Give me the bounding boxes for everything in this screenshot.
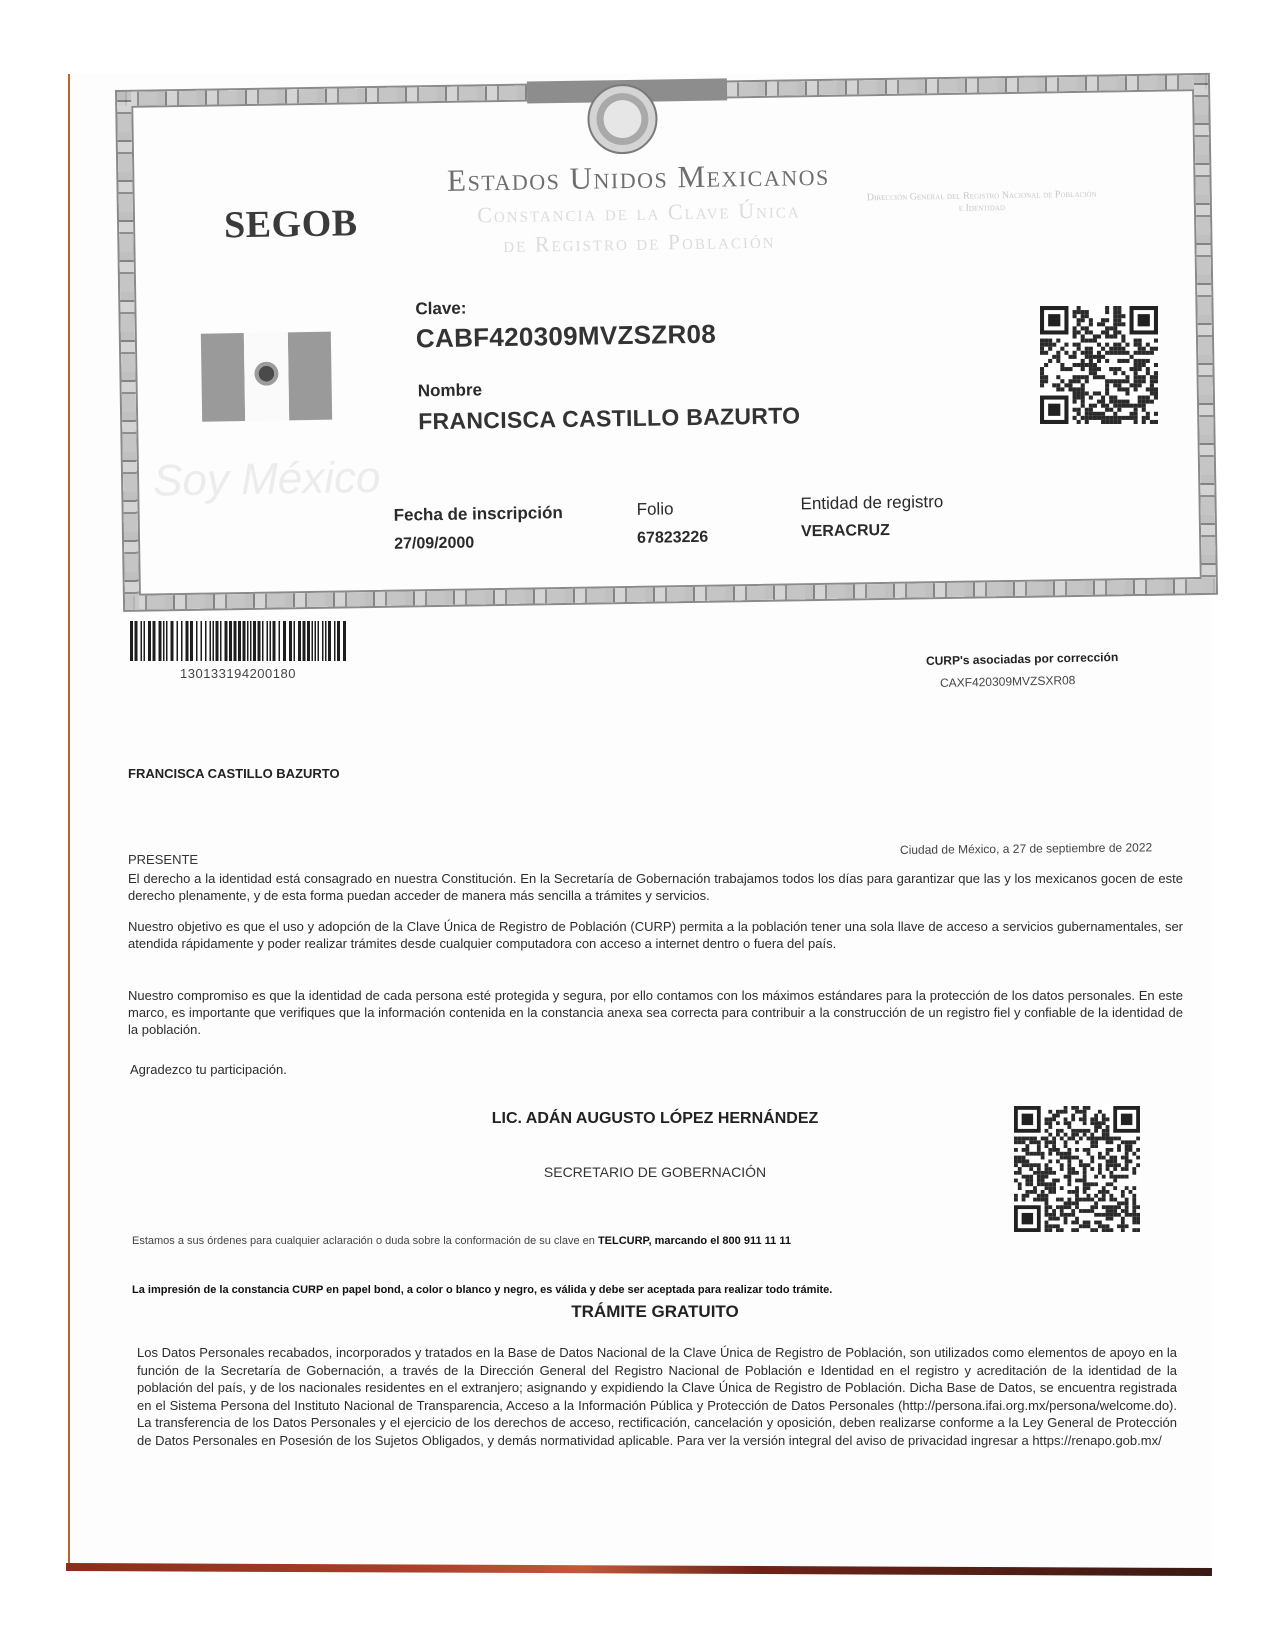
fecha-inscripcion-value: 27/09/2000: [394, 534, 475, 553]
signer-title: SECRETARIO DE GOBERNACIÓN: [543, 1164, 767, 1180]
corrected-curp-value: CAXF420309MVZSXR08: [939, 673, 1076, 690]
fecha-inscripcion-label: Fecha de inscripción: [393, 503, 563, 525]
paragraph-2: Nuestro objetivo es que el uso y adopción de la Clave Única de Registro de Población (CURP) permita a la población tener una sola llave de acceso a servicios gubernamentales, ser atendida rápidamente y poder realizar trámites desde cualquier computadora con acceso a internet dentro o fuera del país.: [128, 919, 1183, 951]
mexican-flag-icon: [201, 332, 332, 422]
document-title-line2: de Registro de Población: [503, 227, 776, 257]
country-title: Estados Unidos Mexicanos: [446, 156, 830, 198]
folio-value: 67823226: [636, 528, 709, 547]
barcode-number: 130133194200180: [180, 666, 296, 681]
watermark-text: Soy México: [152, 452, 381, 506]
qr-code-icon: [1014, 1105, 1140, 1233]
letter-date: Ciudad de México, a 27 de septiembre de 2022: [899, 840, 1153, 857]
clave-label: Clave:: [415, 298, 467, 319]
nombre-label: Nombre: [417, 380, 483, 401]
flag-emblem-icon: [254, 362, 278, 386]
clave-value: CABF420309MVZSZR08: [415, 318, 717, 354]
privacy-notice: Los Datos Personales recabados, incorporados y tratados en la Base de Datos Nacional de la Clave Única de Registro de Población, son utilizados como elementos de apoyo en la función de la Secretaría de Gobernación, a través de la Dirección General del Registro Nacional de Población e Identidad en el registro y acreditación de la identidad de la población del país, y de los nacionales residentes en el extranjero; asignando y expidiendo la Clave Única de Registro de Población. Dicha Base de Datos, se encuentra registrada en el Sistema Persona del Instituto Nacional de Transparencia, Acceso a la Información Pública y Protección de Datos Personales (http://persona.ifai.org.mx/persona/welcome.do). La transferencia de los Datos Personales y el ejercicio de los derechos de acceso, rectificación, cancelación y oposición, deben realizarse conforme a la Ley General de Protección de Datos Personales en Posesión de los Sujetos Obligados, y demás normatividad aplicable. Para ver la versión integral del aviso de privacidad ingresar a https://renapo.gob.mx/: [137, 1345, 1177, 1448]
agency-logo: SEGOB: [223, 202, 358, 247]
paragraph-1: El derecho a la identidad está consagrado en nuestra Constitución. En la Secretaría de Gobernación trabajamos todos los días para garantizar que las y los mexicanos gocen de este derecho plenamente, y de esta forma puedan acceder de manera más sencilla a trámites y servicios.: [128, 871, 1183, 903]
recipient-name: FRANCISCA CASTILLO BAZURTO: [128, 766, 340, 781]
closing: Agradezco tu participación.: [130, 1062, 287, 1077]
salutation: PRESENTE: [128, 852, 199, 867]
issuer-name: Dirección General del Registro Nacional de Población e Identidad: [866, 188, 1097, 214]
contact-phone: TELCURP, marcando el 800 911 11 11: [597, 1235, 791, 1247]
entidad-label: Entidad de registro: [800, 492, 944, 514]
folio-label: Folio: [636, 499, 674, 519]
qr-code-icon: [1040, 305, 1158, 425]
document-title-line1: Constancia de la Clave Única: [477, 197, 801, 228]
free-notice: TRÁMITE GRATUITO: [571, 1302, 739, 1321]
contact-line: [132, 1235, 791, 1247]
paragraph-3: Nuestro compromiso es que la identidad de cada persona esté protegida y segura, por ello contamos con los máximos estándares para la protección de los datos personales. En este marco, es importante que verifiques que la información contenida en la constancia anexa sea correcta para contribuir a la construcción de un registro fiel y confiable de la identidad de la población.: [128, 988, 1183, 1037]
contact-text: Estamos a sus órdenes para cualquier aclaración o duda sobre la conformación de su clave en: [132, 1235, 598, 1247]
entidad-value: VERACRUZ: [800, 521, 891, 541]
barcode-icon: [130, 621, 346, 661]
corrected-curp-label: CURP's asociadas por corrección: [925, 649, 1119, 668]
validity-note: La impresión de la constancia CURP en papel bond, a color o blanco y negro, es válida y debe ser aceptada para realizar todo trámite.: [132, 1284, 833, 1296]
nombre-value: FRANCISCA CASTILLO BAZURTO: [418, 402, 801, 435]
signer-name: LIC. ADÁN AUGUSTO LÓPEZ HERNÁNDEZ: [491, 1110, 819, 1127]
